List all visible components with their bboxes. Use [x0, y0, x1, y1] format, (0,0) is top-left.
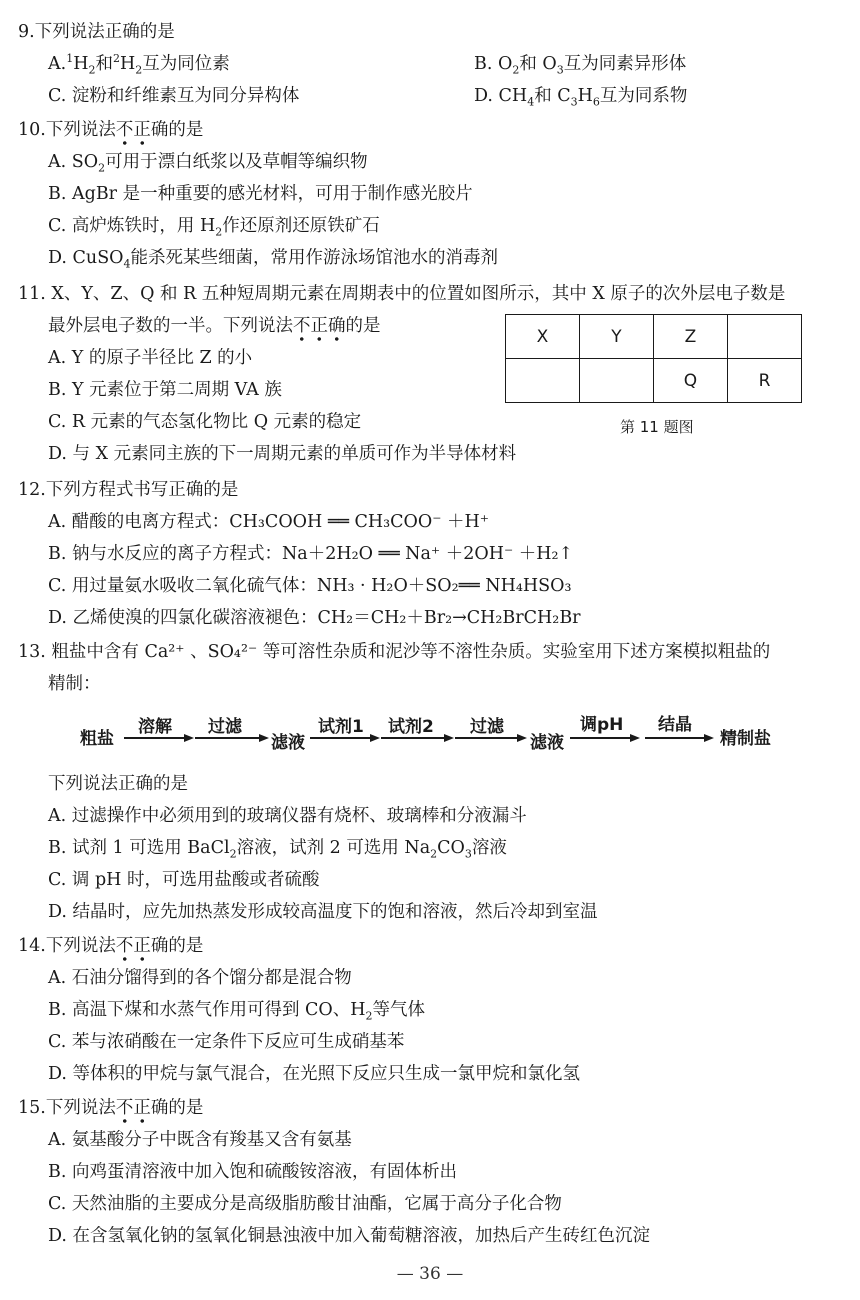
q15-stem: 15.下列说法不正确的是 — [18, 1096, 203, 1120]
purification-flowchart — [80, 708, 800, 752]
q11-option-c: C. R 元素的气态氢化物比 Q 元素的稳定 — [48, 412, 362, 432]
q12-option-c: C. 用过量氨水吸收二氧化硫气体：NH₃ · H₂O＋SO₂══ NH₄HSO₃ — [48, 576, 572, 596]
q10-option-a: A. $SO_2$可用于漂白纸浆以及草帽等编织物 — [48, 152, 368, 175]
flow-step-label: 试剂2 — [388, 717, 434, 737]
table-row — [506, 359, 802, 403]
flow-step-label: 结晶 — [658, 715, 692, 735]
flow-node-start: 粗盐 — [80, 729, 114, 749]
table-cell — [728, 315, 802, 359]
flow-step-label: 溶解 — [138, 717, 172, 737]
q12-stem: 12.下列方程式书写正确的是 — [18, 480, 239, 500]
q9-option-d: D. $CH_4$和 $C_3H_6$互为同系物 — [474, 86, 688, 109]
q10-option-c: C. 高炉炼铁时，用 $H_2$作还原剂还原铁矿石 — [48, 216, 380, 239]
flow-node-filtrate: 滤液 — [530, 733, 564, 753]
q15-option-b: B. 向鸡蛋清溶液中加入饱和硫酸铵溶液，有固体析出 — [48, 1162, 457, 1182]
q14-option-a: A. 石油分馏得到的各个馏分都是混合物 — [48, 968, 352, 988]
q14-stem: 14.下列说法不正确的是 — [18, 934, 203, 958]
flow-step-label: 过滤 — [470, 717, 504, 737]
q13-stem-line2: 精制： — [48, 674, 101, 694]
q9-option-b: B. $O_2$和 $O_3$互为同素异形体 — [474, 54, 687, 77]
page-number: — 36 — — [396, 1264, 464, 1284]
flow-arrows — [80, 708, 800, 752]
q13-option-a: A. 过滤操作中必须用到的玻璃仪器有烧杯、玻璃棒和分液漏斗 — [48, 806, 527, 826]
q12-option-a: A. 醋酸的电离方程式：CH₃COOH ══ CH₃COO⁻ ＋H⁺ — [48, 512, 490, 532]
q10-option-b: B. AgBr 是一种重要的感光材料，可用于制作感光胶片 — [48, 184, 473, 204]
q13-option-d: D. 结晶时，应先加热蒸发形成较高温度下的饱和溶液，然后冷却到室温 — [48, 902, 598, 922]
q9-option-a: $A.^1H_2$和$^2H_2$互为同位素 — [48, 52, 230, 77]
q9-stem: 9.下列说法正确的是 — [18, 22, 175, 42]
q15-option-d: D. 在含氢氧化钠的氢氧化铜悬浊液中加入葡萄糖溶液，加热后产生砖红色沉淀 — [48, 1226, 651, 1246]
table-cell: R — [728, 359, 802, 403]
q11-stem-line2: 最外层电子数的一半。下列说法不正确的是 — [48, 314, 381, 338]
flow-step-label: 试剂1 — [318, 717, 364, 737]
table-cell: Z — [654, 315, 728, 359]
table-cell: Q — [654, 359, 728, 403]
q14-option-c: C. 苯与浓硝酸在一定条件下反应可生成硝基苯 — [48, 1032, 405, 1052]
flow-node-filtrate: 滤液 — [271, 733, 305, 753]
figure-caption: 第 11 题图 — [620, 418, 694, 436]
q10-stem: 10.下列说法不正确的是 — [18, 118, 203, 142]
table-cell — [580, 359, 654, 403]
q11-option-a: A. Y 的原子半径比 Z 的小 — [48, 348, 253, 368]
periodic-table-figure — [505, 314, 802, 403]
q11-option-d: D. 与 X 元素同主族的下一周期元素的单质可作为半导体材料 — [48, 444, 517, 464]
q14-option-d: D. 等体积的甲烷与氯气混合，在光照下反应只生成一氯甲烷和氯化氢 — [48, 1064, 581, 1084]
q13-stem-line3: 下列说法正确的是 — [48, 774, 188, 794]
q15-option-a: A. 氨基酸分子中既含有羧基又含有氨基 — [48, 1130, 352, 1150]
flow-step-label: 调pH — [580, 715, 624, 735]
q10-option-d: D. CuSO$_4$能杀死某些细菌，常用作游泳场馆池水的消毒剂 — [48, 248, 499, 271]
q13-option-b: B. 试剂 1 可选用 BaCl$_2$溶液，试剂 2 可选用 $Na_2CO_3$溶液 — [48, 838, 507, 861]
table-row — [506, 315, 802, 359]
flow-step-label: 过滤 — [208, 717, 242, 737]
flow-node-end: 精制盐 — [720, 729, 771, 749]
q9-option-c: C. 淀粉和纤维素互为同分异构体 — [48, 86, 300, 106]
q13-option-c: C. 调 pH 时，可选用盐酸或者硫酸 — [48, 870, 320, 890]
table-cell — [506, 359, 580, 403]
q11-option-b: B. Y 元素位于第二周期 VA 族 — [48, 380, 282, 400]
table-cell: Y — [580, 315, 654, 359]
q15-option-c: C. 天然油脂的主要成分是高级脂肪酸甘油酯，它属于高分子化合物 — [48, 1194, 562, 1214]
table-cell: X — [506, 315, 580, 359]
q11-stem-line1: 11. X、Y、Z、Q 和 R 五种短周期元素在周期表中的位置如图所示，其中 X 原子的次外层电子数是 — [18, 284, 786, 304]
q13-stem-line1: 13. 粗盐中含有 Ca²⁺ 、SO₄²⁻ 等可溶性杂质和泥沙等不溶性杂质。实验室用下述方案模拟粗盐的 — [18, 642, 771, 662]
q12-option-d: D. 乙烯使溴的四氯化碳溶液褪色：CH₂＝CH₂＋Br₂→CH₂BrCH₂Br — [48, 608, 581, 628]
q14-option-b: B. 高温下煤和水蒸气作用可得到 CO、$H_2$等气体 — [48, 1000, 426, 1023]
q12-option-b: B. 钠与水反应的离子方程式：Na＋2H₂O ══ Na⁺ ＋2OH⁻ ＋H₂↑ — [48, 544, 574, 564]
